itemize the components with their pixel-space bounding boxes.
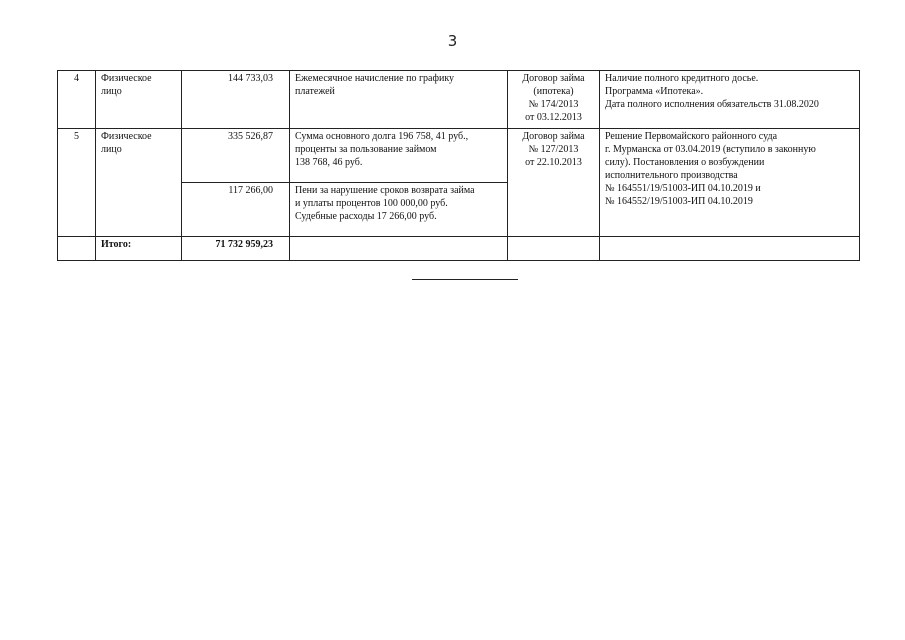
empty-cell (290, 237, 508, 261)
total-row (58, 237, 860, 261)
note-cell: Решение Первомайского районного суда г. Мурманска от 03.04.2019 (вступило в законную силу). Постановления о возбуждении исполнительного производства № 164551/19/51003-ИП 04.10.2019 и № 164552/19/51003-ИП 04.10.2019 (600, 129, 860, 237)
end-divider (412, 279, 518, 280)
total-amount: 71 732 959,23 (182, 237, 290, 261)
debts-table (57, 70, 860, 261)
amount-cell: 117 266,00 (182, 183, 290, 237)
amount-cell: 144 733,03 (182, 71, 290, 129)
debtor-cell: Физическое лицо (96, 129, 182, 237)
page-number: 3 (447, 32, 458, 50)
description-cell: Сумма основного долга 196 758, 41 руб., проценты за пользование займом 138 768, 46 руб. (290, 129, 508, 183)
empty-cell (508, 237, 600, 261)
amount-cell: 335 526,87 (182, 129, 290, 183)
table-row (58, 71, 860, 129)
basis-cell: Договор займа (ипотека) № 174/2013 от 03.12.2013 (508, 71, 600, 129)
note-cell: Наличие полного кредитного досье. Программа «Ипотека». Дата полного исполнения обязательств 31.08.2020 (600, 71, 860, 129)
total-label: Итого: (96, 237, 182, 261)
row-number: 5 (58, 129, 96, 237)
empty-cell (58, 237, 96, 261)
debtor-cell: Физическое лицо (96, 71, 182, 129)
row-number: 4 (58, 71, 96, 129)
description-cell: Ежемесячное начисление по графику платежей (290, 71, 508, 129)
empty-cell (600, 237, 860, 261)
table-row (58, 129, 860, 183)
description-cell: Пени за нарушение сроков возврата займа и уплаты процентов 100 000,00 руб. Судебные расходы 17 266,00 руб. (290, 183, 508, 237)
basis-cell: Договор займа № 127/2013 от 22.10.2013 (508, 129, 600, 237)
